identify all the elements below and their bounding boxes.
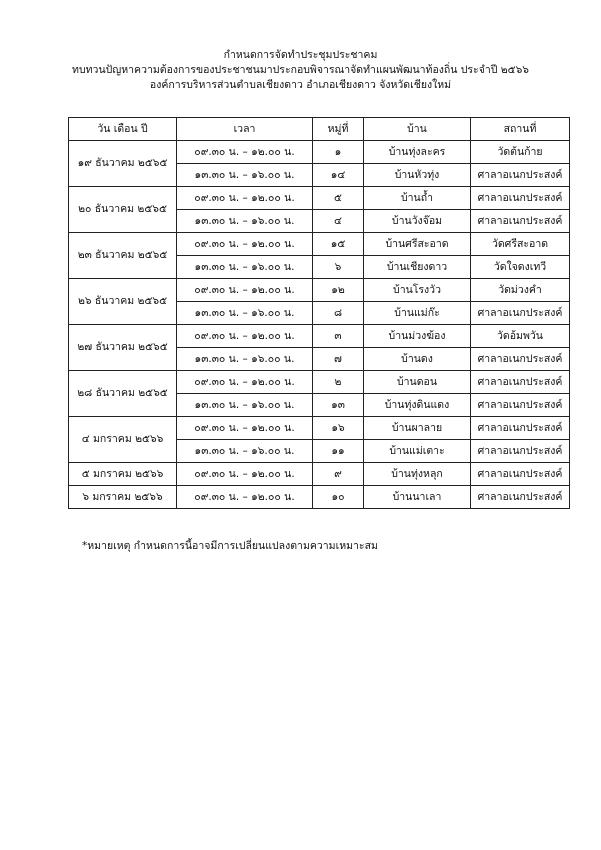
moo-cell: ๓: [313, 325, 364, 348]
place-cell: ศาลาอเนกประสงค์: [471, 187, 570, 210]
time-cell: ๑๓.๓๐ น. – ๑๖.๐๐ น.: [177, 210, 313, 233]
document-subtitle: ทบทวนปัญหาความต้องการของประชาชนมาประกอบพิจารณาจัดทำแผนพัฒนาท้องถิ่น ประจำปี ๒๕๖๖: [72, 64, 529, 76]
date-cell: ๔ มกราคม ๒๕๖๖: [69, 417, 177, 463]
time-cell: ๐๙.๓๐ น. – ๑๒.๐๐ น.: [177, 187, 313, 210]
time-cell: ๑๓.๓๐ น. – ๑๖.๐๐ น.: [177, 164, 313, 187]
village-cell: บ้านแม่ก๊ะ: [364, 302, 471, 325]
footnote: *หมายเหตุ กำหนดการนี้อาจมีการเปลี่ยนแปลงตามความเหมาะสม: [82, 540, 378, 552]
date-cell: ๑๙ ธันวาคม ๒๕๖๕: [69, 141, 177, 187]
table-row: [69, 417, 570, 440]
village-cell: บ้านวังจ๊อม: [364, 210, 471, 233]
date-cell: ๕ มกราคม ๒๕๖๖: [69, 463, 177, 486]
village-cell: บ้านนาเลา: [364, 486, 471, 509]
place-cell: วัดอ้มพวัน: [471, 325, 570, 348]
moo-cell: ๘: [313, 302, 364, 325]
time-cell: ๐๙.๓๐ น. – ๑๒.๐๐ น.: [177, 371, 313, 394]
place-cell: ศาลาอเนกประสงค์: [471, 440, 570, 463]
village-cell: บ้านดง: [364, 348, 471, 371]
table-row: [69, 325, 570, 348]
village-cell: บ้านโรงวัว: [364, 279, 471, 302]
time-cell: ๑๓.๓๐ น. – ๑๖.๐๐ น.: [177, 256, 313, 279]
table-row: [69, 141, 570, 164]
moo-cell: ๑๐: [313, 486, 364, 509]
column-header-time: เวลา: [177, 118, 313, 141]
date-cell: ๒๖ ธันวาคม ๒๕๖๕: [69, 279, 177, 325]
date-cell: ๒๐ ธันวาคม ๒๕๖๕: [69, 187, 177, 233]
column-header-place: สถานที่: [471, 118, 570, 141]
moo-cell: ๗: [313, 348, 364, 371]
schedule-table: [68, 117, 570, 509]
document-header: [30, 48, 571, 93]
village-cell: บ้านแม่เตาะ: [364, 440, 471, 463]
village-cell: บ้านทุ่งหลุก: [364, 463, 471, 486]
moo-cell: ๑๓: [313, 394, 364, 417]
village-cell: บ้านม่วงฆ้อง: [364, 325, 471, 348]
schedule-body: [69, 141, 570, 509]
village-cell: บ้านศรีสะอาด: [364, 233, 471, 256]
village-cell: บ้านถ้ำ: [364, 187, 471, 210]
column-header-date: วัน เดือน ปี: [69, 118, 177, 141]
moo-cell: ๕: [313, 187, 364, 210]
place-cell: ศาลาอเนกประสงค์: [471, 210, 570, 233]
place-cell: ศาลาอเนกประสงค์: [471, 417, 570, 440]
table-row: [69, 463, 570, 486]
place-cell: ศาลาอเนกประสงค์: [471, 348, 570, 371]
time-cell: ๑๓.๓๐ น. – ๑๖.๐๐ น.: [177, 302, 313, 325]
time-cell: ๑๓.๓๐ น. – ๑๖.๐๐ น.: [177, 394, 313, 417]
time-cell: ๐๙.๓๐ น. – ๑๒.๐๐ น.: [177, 486, 313, 509]
village-cell: บ้านทุ่งดินแดง: [364, 394, 471, 417]
column-header-village: บ้าน: [364, 118, 471, 141]
moo-cell: ๑๔: [313, 164, 364, 187]
place-cell: ศาลาอเนกประสงค์: [471, 394, 570, 417]
table-row: [69, 279, 570, 302]
place-cell: วัดม่วงคำ: [471, 279, 570, 302]
moo-cell: ๑๑: [313, 440, 364, 463]
time-cell: ๐๙.๓๐ น. – ๑๒.๐๐ น.: [177, 463, 313, 486]
date-cell: ๖ มกราคม ๒๕๖๖: [69, 486, 177, 509]
place-cell: ศาลาอเนกประสงค์: [471, 486, 570, 509]
place-cell: วัดศรีสะอาด: [471, 233, 570, 256]
moo-cell: ๙: [313, 463, 364, 486]
place-cell: ศาลาอเนกประสงค์: [471, 302, 570, 325]
place-cell: ศาลาอเนกประสงค์: [471, 463, 570, 486]
column-header-moo: หมู่ที่: [313, 118, 364, 141]
date-cell: ๒๗ ธันวาคม ๒๕๖๕: [69, 325, 177, 371]
place-cell: วัดใจดงเทวี: [471, 256, 570, 279]
place-cell: ศาลาอเนกประสงค์: [471, 371, 570, 394]
village-cell: บ้านผาลาย: [364, 417, 471, 440]
moo-cell: ๑๒: [313, 279, 364, 302]
time-cell: ๐๙.๓๐ น. – ๑๒.๐๐ น.: [177, 325, 313, 348]
moo-cell: ๒: [313, 371, 364, 394]
moo-cell: ๑๖: [313, 417, 364, 440]
place-cell: ศาลาอเนกประสงค์: [471, 164, 570, 187]
village-cell: บ้านดอน: [364, 371, 471, 394]
moo-cell: ๖: [313, 256, 364, 279]
village-cell: บ้านเชียงดาว: [364, 256, 471, 279]
table-row: [69, 233, 570, 256]
time-cell: ๐๙.๓๐ น. – ๑๒.๐๐ น.: [177, 417, 313, 440]
moo-cell: ๔: [313, 210, 364, 233]
time-cell: ๑๓.๓๐ น. – ๑๖.๐๐ น.: [177, 348, 313, 371]
village-cell: บ้านหัวทุ่ง: [364, 164, 471, 187]
time-cell: ๐๙.๓๐ น. – ๑๒.๐๐ น.: [177, 233, 313, 256]
table-row: [69, 371, 570, 394]
document-title: กำหนดการจัดทำประชุมประชาคม: [223, 49, 378, 61]
table-row: [69, 187, 570, 210]
date-cell: ๒๘ ธันวาคม ๒๕๖๕: [69, 371, 177, 417]
date-cell: ๒๓ ธันวาคม ๒๕๖๕: [69, 233, 177, 279]
village-cell: บ้านทุ่งละคร: [364, 141, 471, 164]
time-cell: ๑๓.๓๐ น. – ๑๖.๐๐ น.: [177, 440, 313, 463]
moo-cell: ๑๕: [313, 233, 364, 256]
organization-line: องค์การบริหารส่วนตำบลเชียงดาว อำเภอเชียงดาว จังหวัดเชียงใหม่: [149, 79, 452, 91]
moo-cell: ๑: [313, 141, 364, 164]
table-header-row: [69, 118, 570, 141]
time-cell: ๐๙.๓๐ น. – ๑๒.๐๐ น.: [177, 141, 313, 164]
table-row: [69, 486, 570, 509]
place-cell: วัดต้นก้าย: [471, 141, 570, 164]
time-cell: ๐๙.๓๐ น. – ๑๒.๐๐ น.: [177, 279, 313, 302]
